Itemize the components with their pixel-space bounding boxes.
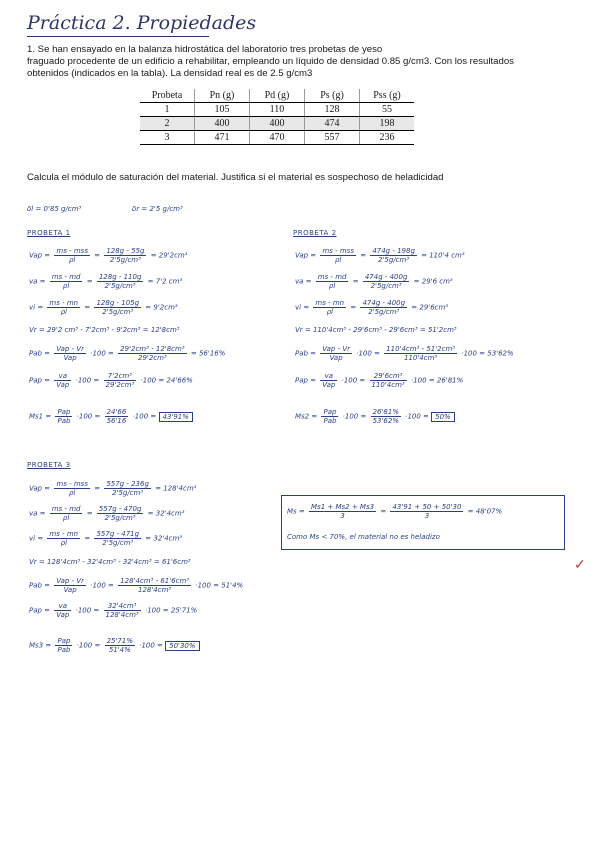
formula-result: = 128'4cm³: [155, 484, 197, 493]
table-header-cell: Pn (g): [195, 89, 250, 103]
numerator: 128g - 55g: [106, 247, 145, 255]
numerator: 557g - 471g: [96, 530, 140, 538]
equals: =: [94, 484, 101, 493]
table-header-cell: Ps (g): [305, 89, 360, 103]
table-cell: 55: [360, 103, 415, 117]
numerator: 474g - 198g: [372, 247, 415, 255]
table-cell: 470: [250, 131, 305, 145]
page-title: Práctica 2. Propiedades: [27, 12, 257, 34]
formula-lhs: Ms3 =: [29, 641, 52, 650]
formula-result: = 29'2cm³: [150, 251, 188, 260]
table-row: [140, 131, 414, 145]
numerator: 128g - 105g: [96, 299, 140, 307]
formula-result: ·100 = 25'71%: [144, 606, 198, 615]
equals: =: [360, 251, 367, 260]
fraction: [47, 299, 80, 316]
probeta-1-pap-formula: [29, 372, 193, 389]
fraction: [97, 273, 144, 290]
given-real-density: δr = 2'5 g/cm³: [132, 205, 183, 213]
fraction: [363, 273, 410, 290]
probeta-1-vi-formula: [29, 299, 178, 316]
numerator: 26'81%: [372, 408, 399, 416]
fraction: [313, 299, 346, 316]
probeta-2-vi-formula: [295, 299, 448, 316]
multiplier: ·100 =: [341, 376, 366, 385]
denominator: 128'4cm³: [105, 611, 139, 619]
formula-result: = 29'6 cm³: [413, 277, 453, 286]
denominator: 29'2cm³: [105, 381, 135, 389]
denominator: ρl: [68, 489, 76, 497]
probeta-2-pap-formula: [295, 372, 463, 389]
table-cell: 2: [140, 117, 195, 131]
numerator: 25'71%: [106, 637, 133, 645]
numerator: ms - md: [51, 505, 81, 513]
equals: =: [84, 534, 91, 543]
table-row: [140, 117, 414, 131]
denominator: 2'5g/cm³: [104, 282, 136, 290]
fraction: [104, 602, 141, 619]
denominator: 2'5g/cm³: [112, 489, 144, 497]
formula-result: = 7'2 cm³: [147, 277, 183, 286]
fraction: [105, 408, 129, 425]
table-cell: 3: [140, 131, 195, 145]
numerator: 43'91 + 50 + 50'30: [392, 503, 462, 511]
probeta-3-vi-formula: [29, 530, 182, 547]
denominator: Pab: [57, 417, 71, 425]
fraction: [390, 503, 463, 520]
numerator: ms - mss: [56, 480, 88, 488]
denominator: 2'5g/cm³: [368, 308, 400, 316]
probeta-2-vr-formula: Vr = 110'4cm³ - 29'6cm³ - 29'6cm³ = 51'2cm³: [295, 326, 457, 334]
numerator: ms - mss: [322, 247, 354, 255]
denominator: 53'62%: [372, 417, 399, 425]
problem-line-1: 1. Se han ensayado en la balanza hidrostática del laboratorio tres probetas de yeso: [27, 44, 383, 55]
fraction: [54, 480, 90, 497]
denominator: 110'4cm³: [404, 354, 438, 362]
table-row: [140, 103, 414, 117]
fraction: [316, 273, 349, 290]
numerator: ms - md: [51, 273, 81, 281]
numerator: 29'6cm³: [370, 372, 407, 381]
fraction: [54, 577, 86, 594]
numerator: 24'66: [106, 408, 127, 416]
numerator: 29'2cm³ - 12'8cm³: [120, 345, 185, 353]
numerator: ms - mss: [56, 247, 88, 255]
denominator: ρl: [328, 282, 336, 290]
multiplier: ·100 =: [342, 412, 367, 421]
denominator: 128'4cm³: [138, 586, 172, 594]
fraction: [94, 530, 141, 547]
fraction: [360, 299, 407, 316]
probeta-3-ms-formula: [29, 637, 200, 654]
denominator: ρl: [68, 256, 76, 264]
probeta-3-pap-formula: [29, 602, 197, 619]
table-cell: 1: [140, 103, 195, 117]
formula-result: = 56'16%: [190, 349, 226, 358]
denominator: ρl: [326, 308, 333, 316]
denominator: 51'4%: [108, 646, 131, 654]
formula-lhs: va =: [29, 277, 46, 286]
multiplier: ·100 =: [90, 349, 114, 358]
numerator: 32'4cm³: [104, 602, 141, 611]
numerator: 474g - 400g: [364, 273, 408, 281]
given-liquid-density: δl = 0'85 g/cm³: [27, 205, 82, 213]
denominator: Vap: [63, 586, 77, 594]
multiplier: ·100 =: [139, 641, 163, 650]
denominator: 2'5g/cm³: [370, 282, 402, 290]
fraction: [54, 247, 90, 264]
denominator: Vap: [56, 611, 70, 619]
formula-lhs: Ms2 =: [295, 412, 318, 421]
equals: =: [86, 509, 93, 518]
fraction: [370, 247, 417, 264]
probeta-3-vr-formula: Vr = 128'4cm³ - 32'4cm³ - 32'4cm³ = 61'6cm³: [29, 558, 191, 566]
multiplier: ·100 =: [90, 581, 114, 590]
equals: =: [352, 277, 359, 286]
numerator: 557g - 470g: [98, 505, 142, 513]
fraction: [104, 372, 137, 389]
numerator: 128'4cm³ - 61'6cm³: [120, 577, 190, 585]
numerator: Vap - Vr: [56, 577, 84, 585]
denominator: Vap: [63, 354, 77, 362]
question-text: Calcula el módulo de saturación del material. Justifica si el material es sospechoso de heladicidad: [27, 172, 444, 183]
denominator: Vap: [322, 381, 336, 389]
fraction: [47, 530, 80, 547]
numerator: 557g - 236g: [106, 480, 149, 488]
numerator: Vap - Vr: [56, 345, 84, 353]
fraction: [54, 602, 71, 619]
probeta-1-vr-formula: Vr = 29'2 cm³ - 7'2cm³ - 9'2cm³ = 12'8cm³: [29, 326, 180, 334]
denominator: 2'5g/cm³: [378, 256, 410, 264]
fraction: [55, 408, 72, 425]
fraction: [104, 247, 146, 264]
fraction: [104, 480, 151, 497]
multiplier: ·100 =: [356, 349, 380, 358]
multiplier: ·100 =: [76, 412, 101, 421]
probeta-2-va-formula: [295, 273, 453, 290]
probeta-1-va-formula: [29, 273, 182, 290]
formula-lhs: va =: [295, 277, 312, 286]
denominator: Vap: [56, 381, 70, 389]
multiplier: ·100 =: [75, 376, 100, 385]
fraction: [384, 345, 457, 362]
fraction: [321, 408, 338, 425]
table-cell: 474: [305, 117, 360, 131]
formula-lhs: Pap =: [295, 376, 317, 385]
numerator: 474g - 400g: [362, 299, 406, 307]
equals: =: [350, 303, 357, 312]
fraction: [54, 345, 86, 362]
multiplier: ·100 =: [76, 641, 101, 650]
table-cell: 236: [360, 131, 415, 145]
formula-lhs: vi =: [29, 534, 44, 543]
table-cell: 198: [360, 117, 415, 131]
denominator: 2'5g/cm³: [109, 256, 141, 264]
denominator: 29'2cm³: [138, 354, 167, 362]
numerator: Pap: [323, 408, 337, 416]
formula-result: ·100 = 53'62%: [461, 349, 514, 358]
table-cell: 471: [195, 131, 250, 145]
fraction: [370, 372, 407, 389]
denominator: Pab: [323, 417, 337, 425]
fraction: [320, 372, 337, 389]
fraction: [55, 637, 72, 654]
fraction: [309, 503, 376, 520]
numerator: Pap: [57, 637, 71, 645]
formula-result: ·100 = 51'4%: [195, 581, 244, 590]
equals: =: [94, 251, 101, 260]
formula-lhs: Pab =: [29, 581, 51, 590]
numerator: Pap: [57, 408, 71, 416]
table-cell: 557: [305, 131, 360, 145]
formula-lhs: Ms =: [287, 507, 305, 516]
table-cell: 128: [305, 103, 360, 117]
formula-lhs: Vap =: [29, 251, 51, 260]
probeta-1-ms-result: 43'91%: [159, 412, 193, 422]
table-header-cell: Probeta: [140, 89, 195, 103]
check-mark-icon: ✓: [574, 556, 586, 572]
denominator: 2'5g/cm³: [104, 514, 136, 522]
table-header-cell: Pd (g): [250, 89, 305, 103]
table-cell: 105: [195, 103, 250, 117]
denominator: 2'5g/cm³: [102, 539, 134, 547]
formula-lhs: Vap =: [29, 484, 51, 493]
formula-lhs: vi =: [295, 303, 310, 312]
denominator: ρl: [62, 514, 70, 522]
numerator: va: [54, 602, 71, 611]
table-cell: 400: [250, 117, 305, 131]
numerator: 7'2cm³: [104, 372, 137, 381]
equals: =: [86, 277, 93, 286]
numerator: 128g - 110g: [98, 273, 142, 281]
fraction: [118, 345, 187, 362]
probeta-3-label: PROBETA 3: [27, 461, 71, 469]
problem-statement: [27, 44, 587, 81]
fraction: [54, 372, 71, 389]
denominator: 110'4cm³: [371, 381, 405, 389]
problem-line-2: fraguado procedente de un edificio a rehabilitar, empleando un líquido de densidad 0.85 g/cm3. Con los resultados: [27, 56, 514, 68]
formula-lhs: Vap =: [295, 251, 317, 260]
formula-result: = 32'4cm³: [145, 534, 183, 543]
denominator: 3: [424, 512, 430, 520]
probeta-2-label: PROBETA 2: [293, 229, 337, 237]
formula-lhs: vi =: [29, 303, 44, 312]
probeta-2-ms-result: 50%: [431, 412, 455, 422]
formula-lhs: Ms1 =: [29, 412, 52, 421]
probeta-2-vap-formula: [295, 247, 465, 264]
probeta-1-label: PROBETA 1: [27, 229, 71, 237]
denominator: 3: [340, 512, 345, 520]
numerator: Vap - Vr: [322, 345, 350, 353]
probeta-1-pab-formula: [29, 345, 225, 362]
probeta-3-vap-formula: [29, 480, 196, 497]
fraction: [320, 345, 352, 362]
fraction: [97, 505, 144, 522]
numerator: ms - mn: [315, 299, 345, 307]
numerator: ms - md: [317, 273, 347, 281]
denominator: ρl: [60, 308, 67, 316]
formula-result: = 9'2cm³: [145, 303, 178, 312]
denominator: Vap: [329, 354, 343, 362]
table-cell: 400: [195, 117, 250, 131]
probeta-2-pab-formula: [295, 345, 514, 362]
formula-lhs: Pap =: [29, 606, 51, 615]
probeta-3-ms-result: 50'30%: [165, 641, 199, 651]
fraction: [118, 577, 191, 594]
numerator: va: [54, 372, 71, 381]
formula-lhs: Pab =: [29, 349, 51, 358]
probeta-3-pab-formula: [29, 577, 243, 594]
formula-lhs: va =: [29, 509, 46, 518]
fraction: [320, 247, 356, 264]
denominator: 2'5g/cm³: [102, 308, 134, 316]
fraction: [50, 505, 83, 522]
formula-result: ·100 = 24'66%: [140, 376, 193, 385]
probeta-1-ms-formula: [29, 408, 193, 425]
numerator: Ms1 + Ms2 + Ms3: [311, 503, 375, 511]
equals: =: [84, 303, 91, 312]
fraction: [94, 299, 141, 316]
numerator: 110'4cm³ - 51'2cm³: [386, 345, 456, 353]
summary-conclusion: Como Ms < 70%, el material no es heladizo: [287, 533, 440, 541]
table-header-cell: Pss (g): [360, 89, 415, 103]
numerator: va: [320, 372, 337, 381]
formula-result: = 48'07%: [467, 507, 503, 516]
fraction: [371, 408, 401, 425]
results-table: [140, 89, 414, 145]
table-header-row: [140, 89, 414, 103]
fraction: [105, 637, 135, 654]
formula-result: = 32'4cm³: [147, 509, 185, 518]
numerator: ms - mn: [49, 299, 79, 307]
equals: =: [380, 507, 387, 516]
table-cell: 110: [250, 103, 305, 117]
denominator: ρl: [62, 282, 70, 290]
numerator: ms - mn: [49, 530, 79, 538]
problem-line-3: obtenidos (indicados en la tabla). La densidad real es de 2.5 g/cm3: [27, 68, 313, 80]
formula-result: = 110'4 cm³: [421, 251, 465, 260]
denominator: 56'16: [106, 417, 127, 425]
title-underline: [27, 36, 209, 37]
fraction: [50, 273, 83, 290]
probeta-2-ms-formula: [295, 408, 455, 425]
summary-ms-formula: [287, 503, 502, 520]
formula-result: ·100 = 26'81%: [410, 376, 464, 385]
multiplier: ·100 =: [75, 606, 100, 615]
denominator: ρl: [60, 539, 67, 547]
formula-lhs: Pap =: [29, 376, 51, 385]
probeta-1-vap-formula: [29, 247, 188, 264]
denominator: Pab: [57, 646, 71, 654]
multiplier: ·100 =: [132, 412, 157, 421]
formula-result: = 29'6cm³: [411, 303, 449, 312]
probeta-3-va-formula: [29, 505, 185, 522]
formula-lhs: Pab =: [295, 349, 317, 358]
multiplier: ·100 =: [405, 412, 429, 421]
denominator: ρl: [334, 256, 342, 264]
